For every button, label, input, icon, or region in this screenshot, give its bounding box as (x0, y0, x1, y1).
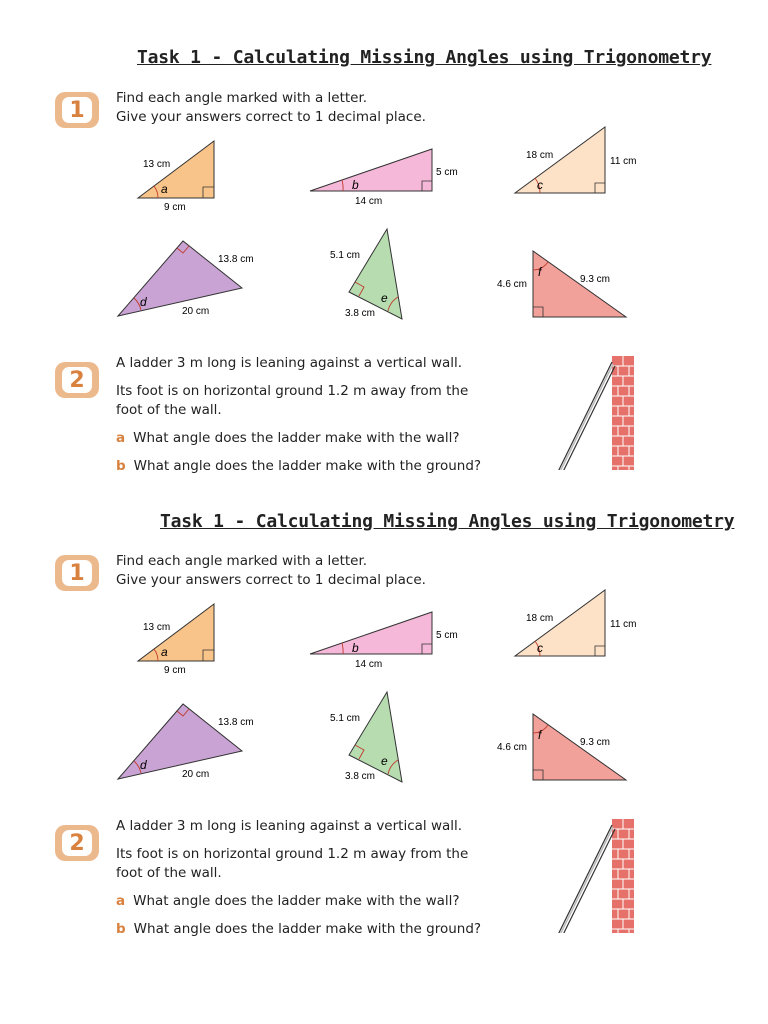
angle-label: a (161, 645, 168, 659)
question-2-text (116, 817, 481, 939)
side-label: 4.6 cm (497, 279, 528, 290)
triangle-c (515, 590, 637, 656)
part-text: What angle does the ladder make with the wall? (133, 430, 460, 446)
question-line: A ladder 3 m long is leaning against a vertical wall. (116, 355, 463, 371)
page-title: Task 1 - Calculating Missing Angles using Trigonometry (137, 47, 712, 68)
ladder (556, 829, 615, 933)
angle-label: f (538, 265, 542, 279)
question-number: 2 (62, 830, 92, 856)
page-title: Task 1 - Calculating Missing Angles using Trigonometry (160, 511, 735, 532)
side-label: 14 cm (355, 196, 383, 207)
ladder-diagram (522, 356, 646, 470)
triangle-b (310, 149, 458, 207)
ladder (551, 825, 612, 933)
side-label: 13 cm (143, 622, 171, 633)
question-line: foot of the wall. (116, 402, 222, 418)
side-label: 5.1 cm (330, 713, 361, 724)
worksheet-copy (0, 0, 768, 474)
question-line: foot of the wall. (116, 865, 222, 881)
angle-label: a (161, 182, 168, 196)
part-label: b (116, 458, 126, 474)
side-label: 20 cm (182, 306, 210, 317)
question-2-badge (55, 362, 99, 398)
question-2-text (116, 354, 481, 476)
side-label: 14 cm (355, 659, 383, 670)
angle-label: b (352, 641, 359, 655)
ladder (556, 366, 615, 470)
angle-label: f (538, 728, 542, 742)
side-label: 5 cm (436, 630, 458, 641)
triangle-shape (310, 612, 432, 654)
question-part-b (116, 920, 481, 939)
question-line: A ladder 3 m long is leaning against a vertical wall. (116, 818, 463, 834)
triangle-a (138, 604, 214, 676)
question-line: Its foot is on horizontal ground 1.2 m away from the (116, 383, 469, 399)
angle-label: d (140, 758, 147, 772)
side-label: 9 cm (164, 202, 186, 213)
question-number: 2 (62, 367, 92, 393)
ladder (551, 362, 612, 470)
worksheet-copy (0, 463, 768, 937)
side-label: 13.8 cm (218, 254, 254, 265)
side-label: 18 cm (526, 150, 554, 161)
triangle-shape (349, 692, 402, 782)
instruction-line: Give your answers correct to 1 decimal place. (116, 109, 426, 125)
part-text: What angle does the ladder make with the wall? (133, 893, 460, 909)
triangle-e (330, 229, 402, 319)
angle-label: d (140, 295, 147, 309)
side-label: 3.8 cm (345, 308, 376, 319)
side-label: 20 cm (182, 769, 210, 780)
angle-label: b (352, 178, 359, 192)
side-label: 11 cm (610, 619, 637, 630)
brick-wall (612, 819, 634, 933)
triangle-a (138, 141, 214, 213)
triangle-shape (349, 229, 402, 319)
part-text: What angle does the ladder make with the ground? (133, 921, 482, 937)
instruction-line: Find each angle marked with a letter. (116, 90, 368, 106)
brick-wall (612, 356, 634, 470)
triangle-shape (310, 149, 432, 191)
triangle-e (330, 692, 402, 782)
question-part-a (116, 892, 481, 911)
angle-label: c (537, 641, 543, 655)
triangle-shape (118, 241, 242, 316)
side-label: 5 cm (436, 167, 458, 178)
side-label: 4.6 cm (497, 742, 528, 753)
angle-label: c (537, 178, 543, 192)
part-text: What angle does the ladder make with the ground? (133, 458, 482, 474)
part-label: a (116, 893, 126, 909)
angle-label: e (381, 291, 388, 305)
instruction-line: Give your answers correct to 1 decimal place. (116, 572, 426, 588)
side-label: 18 cm (526, 613, 554, 624)
question-number: 1 (62, 560, 92, 586)
triangle-f (497, 251, 626, 317)
triangle-d (118, 241, 254, 317)
part-label: b (116, 921, 126, 937)
ladder-diagram (522, 819, 646, 933)
question-2-badge (55, 825, 99, 861)
triangle-c (515, 127, 637, 193)
triangle-b (310, 612, 458, 670)
side-label: 9.3 cm (580, 737, 611, 748)
triangle-shape (118, 704, 242, 779)
triangle-f (497, 714, 626, 780)
side-label: 5.1 cm (330, 250, 361, 261)
side-label: 9.3 cm (580, 274, 611, 285)
instruction-line: Find each angle marked with a letter. (116, 553, 368, 569)
side-label: 13 cm (143, 159, 171, 170)
part-label: a (116, 430, 126, 446)
triangle-d (118, 704, 254, 780)
side-label: 13.8 cm (218, 717, 254, 728)
side-label: 3.8 cm (345, 771, 376, 782)
question-part-a (116, 429, 481, 448)
angle-label: e (381, 754, 388, 768)
question-number: 1 (62, 97, 92, 123)
side-label: 9 cm (164, 665, 186, 676)
question-line: Its foot is on horizontal ground 1.2 m away from the (116, 846, 469, 862)
side-label: 11 cm (610, 156, 637, 167)
